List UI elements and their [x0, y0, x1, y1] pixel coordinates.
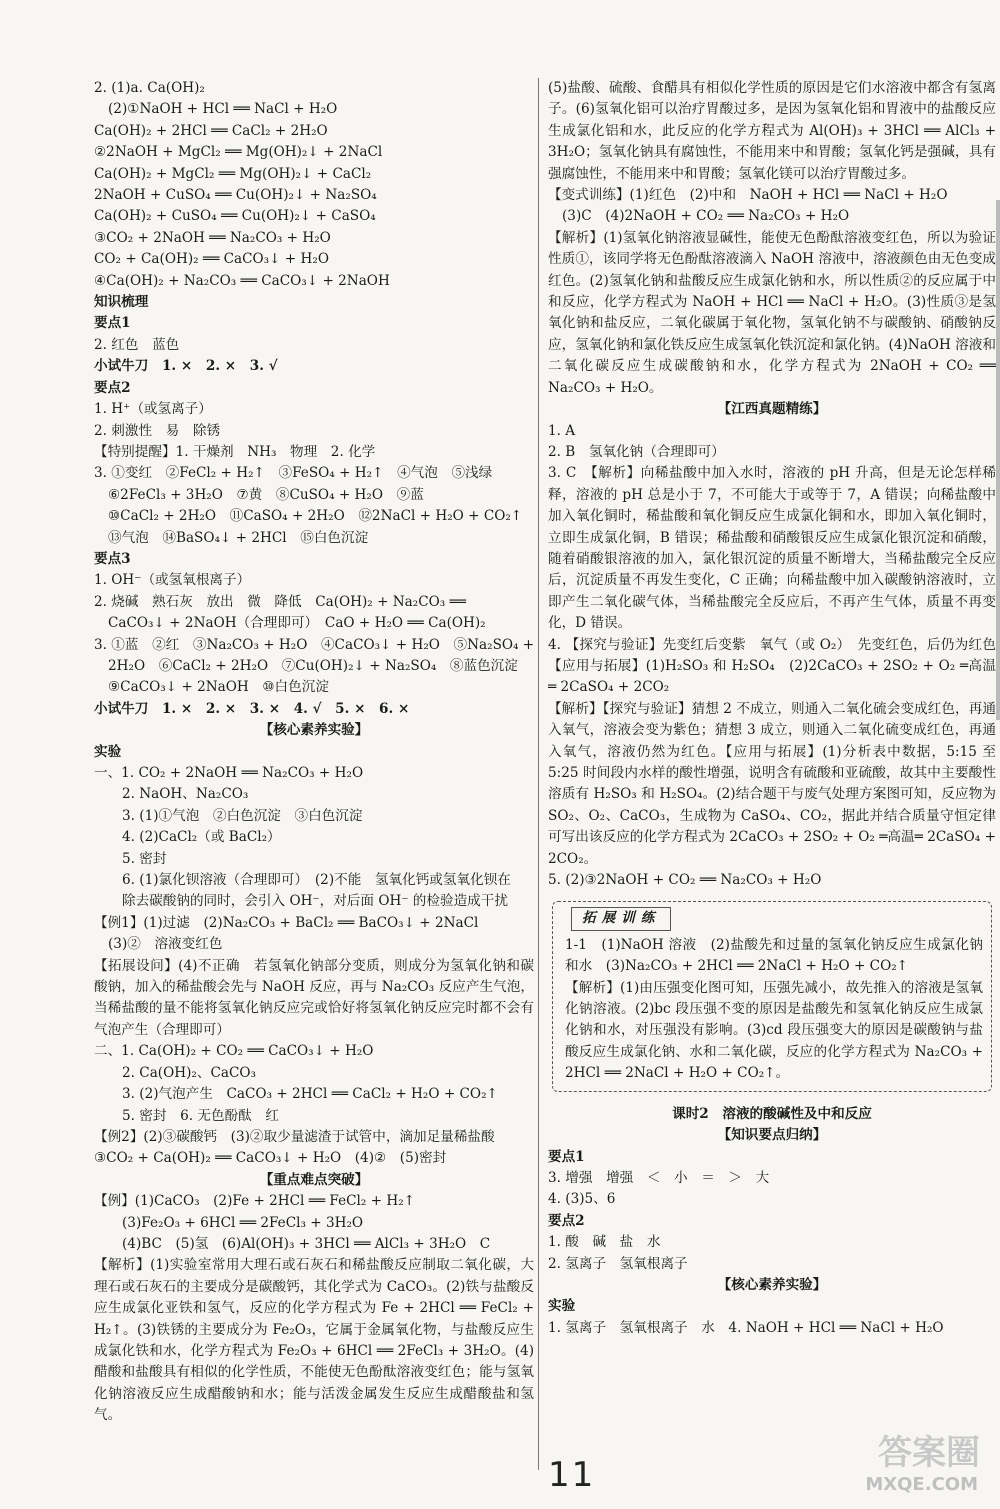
- text-line: 要点2: [94, 379, 131, 396]
- text-line: 4. (2)CaCl₂（或 BaCl₂）: [122, 829, 281, 846]
- text-line: 1. 氢离子 氢氧根离子 水 4. NaOH + HCl ══ NaCl + H₂O: [548, 1319, 944, 1336]
- text-line: 2. 烧碱 熟石灰 放出 微 降低 Ca(OH)₂ + Na₂CO₃ ══: [94, 593, 466, 610]
- text-line: ⑩CaCl₂ + 2H₂O ⑪CaSO₄ + 2H₂O ⑫2NaCl + H₂O + CO₂↑: [108, 508, 523, 525]
- text-line: 2. Ca(OH)₂、CaCO₃: [122, 1064, 256, 1081]
- text-line: 5. 密封: [122, 850, 167, 867]
- left-column: [94, 78, 534, 1427]
- text-line: 1. 酸 碱 盐 水: [548, 1234, 661, 1251]
- text-line: 要点1: [94, 315, 131, 332]
- text-line: 一、1. CO₂ + 2NaOH ══ Na₂CO₃ + H₂O: [94, 765, 364, 781]
- page-number: 11: [548, 1455, 596, 1495]
- text-line: 除去碳酸钠的同时，会引入 OH⁻，对后面 OH⁻ 的检验造成干扰: [122, 893, 508, 910]
- text-line: (4)BC (5)氢 (6)Al(OH)₃ + 3HCl ══ AlCl₃ + 3H₂O C: [122, 1235, 491, 1252]
- text-line: 4. (3)5、6: [548, 1191, 616, 1208]
- right-column-bottom: [548, 1104, 996, 1339]
- text-line: 1. A: [548, 422, 576, 439]
- text-line: 小试牛刀 1. × 2. × 3. √: [94, 358, 278, 375]
- text-line: ⑨CaCO₃↓ + 2NaOH ⑩白色沉淀: [108, 679, 329, 696]
- text-line: 2. B 氢氧化钠（合理即可）: [548, 443, 725, 460]
- text-line: 要点3: [94, 550, 131, 567]
- text-line: 2. 氢离子 氢氧根离子: [548, 1255, 688, 1272]
- text-line: 2. NaOH、Na₂CO₃: [122, 786, 249, 803]
- text-line: 【变式训练】(1)红色 (2)中和 NaOH + HCl ══ NaCl + H₂O: [548, 187, 948, 204]
- text-line: 6. (1)氯化钡溶液（合理即可） (2)不能 氢氧化钙或氢氧化钡在: [122, 872, 511, 889]
- text-line: 5. (2)③2NaOH + CO₂ ══ Na₂CO₃ + H₂O: [548, 872, 822, 889]
- text-line: 5. 密封 6. 无色酚酞 红: [122, 1107, 279, 1124]
- text-line: 【核心素养实验】: [259, 722, 369, 739]
- text-line: 【重点难点突破】: [259, 1171, 369, 1188]
- text-line: 【解析】【探究与验证】猜想 2 不成立，则通入二氧化硫会变成红色，再通入氧气，溶液会变为紫色；猜想 3 成立，则通入二氧化硫变成红色，再通入氧气，溶液仍然为红色。【应用与拓展】(1)分析表中数据，5:15 至 5:25 时间段内水样的酸性增强，说明含有硫酸和亚硫酸，故其中主要酸性溶质有 H₂SO₃ 和 H₂SO₄。(2)结合题干与废气处理方案图可知，反应物为 SO₂、O₂、CaCO₃，生成物为 CaSO₄、CO₂，据此并结合质量守恒定律可写出该反应的化学方程式为 2CaCO₃ + 2SO₂ + O₂ ═高温═ 2CaSO₄ + 2CO₂。: [548, 700, 996, 867]
- text-line: 【解析】(1)氢氧化钠溶液显碱性，能使无色酚酞溶液变红色，所以为验证性质①，该同学将无色酚酞溶液滴入 NaOH 溶液中，溶液颜色由无色变成红色。(2)氢氧化钠和盐酸反应生成氯化钠和水，所以性质②的反应属于中和反应，化学方程式为 NaOH + HCl ══ NaCl + H₂O。(3)性质③是氢氧化钠和盐反应，二氧化碳属于氧化物，氢氧化钠不与碳酸钠、硝酸钠反应，氢氧化钠和氯化铁反应生成氢氧化铁沉淀和氯化钠。(4)NaOH 溶液和二氧化碳反应生成碳酸钠和水，化学方程式为 2NaOH + CO₂ ══ Na₂CO₃ + H₂O。: [548, 229, 996, 396]
- text-line: 知识梳理: [94, 294, 149, 311]
- text-line: 1-1 (1)NaOH 溶液 (2)盐酸先和过量的氢氧化钠反应生成氯化钠和水 (3)Na₂CO₃ + 2HCl ══ 2NaCl + H₂O + CO₂↑: [565, 936, 983, 975]
- text-line: 【例】(1)CaCO₃ (2)Fe + 2HCl ══ FeCl₂ + H₂↑: [94, 1193, 416, 1210]
- text-line: 3. (1)①气泡 ②白色沉淀 ③白色沉淀: [122, 807, 363, 824]
- text-line: CO₂ + Ca(OH)₂ ══ CaCO₃↓ + H₂O: [94, 251, 329, 268]
- text-line: ③CO₂ + 2NaOH ══ Na₂CO₃ + H₂O: [94, 229, 331, 246]
- text-line: Ca(OH)₂ + 2HCl ══ CaCl₂ + 2H₂O: [94, 122, 328, 139]
- text-line: (5)盐酸、硫酸、食醋具有相似化学性质的原因是它们水溶液中都含有氢离子。(6)氢氧化铝可以治疗胃酸过多，是因为氢氧化铝和胃液中的盐酸反应生成氯化铝和水，此反应的化学方程式为 Al(OH)₃ + 3HCl ══ AlCl₃ + 3H₂O；氢氧化钠具有腐蚀性，不能用来中和胃酸；氢氧化钙是强碱，具有强腐蚀性，不能用来中和胃酸；氢氧化镁可以治疗胃酸过多。: [548, 80, 996, 182]
- text-line: 【解析】(1)实验室常用大理石或石灰石和稀盐酸反应制取二氧化碳，大理石或石灰石的主要成分是碳酸钙，其化学式为 CaCO₃。(2)铁与盐酸反应生成氯化亚铁和氢气，反应的化学方程式为 Fe + 2HCl ══ FeCl₂ + H₂↑。(3)铁锈的主要成分为 Fe₂O₃，它属于金属氧化物，与盐酸反应生成氯化铁和水，化学方程式为 Fe₂O₃ + 6HCl ══ 2FeCl₃ + 3H₂O。(4)醋酸和盐酸具有相似的化学性质，不能使无色酚酞溶液变红色；能与氢氧化钠溶液反应生成醋酸钠和水；能与活泼金属发生反应生成醋酸盐和氢气。: [94, 1257, 534, 1424]
- text-line: ④Ca(OH)₂ + Na₂CO₃ ══ CaCO₃↓ + 2NaOH: [94, 272, 390, 289]
- text-line: 2. 红色 蓝色: [94, 336, 180, 353]
- text-line: 【拓展设问】(4)不正确 若氢氧化钠部分变质，则成分为氢氧化钠和碳酸钠，加入的稀盐酸会先与 NaOH 反应，再与 Na₂CO₃ 反应产生气泡，当稀盐酸的量不能将氢氧化钠反应完或恰好将氢氧化钠反应完时都不会有气泡产生（合理即可）: [94, 957, 534, 1038]
- extension-training-box: [552, 901, 992, 1091]
- text-line: 4. 【探究与验证】先变红后变紫 氧气（或 O₂） 先变红色，后仍为红色 【应用与拓展】(1)H₂SO₃ 和 H₂SO₄ (2)2CaCO₃ + 2SO₂ + O₂ ═高温═ 2CaSO₄ + 2CO₂: [548, 636, 996, 696]
- text-line: 【知识要点归纳】: [717, 1127, 827, 1144]
- text-line: ⑥2FeCl₃ + 3H₂O ⑦黄 ⑧CuSO₄ + H₂O ⑨蓝: [108, 486, 424, 503]
- text-line: 实验: [548, 1298, 576, 1315]
- extension-training-content: [565, 935, 983, 1085]
- page-edge-shadow: [996, 200, 1000, 720]
- text-line: 3. ①变红 ②FeCl₂ + H₂↑ ③FeSO₄ + H₂↑ ④气泡 ⑤浅绿: [94, 465, 493, 482]
- text-line: (3)② 溶液变红色: [108, 936, 223, 953]
- text-line: 【解析】(1)由压强变化图可知，压强先减小，故先推入的溶液是氢氧化钠溶液。(2)bc 段压强不变的原因是盐酸先和氢氧化钠反应生成氯化钠和水，对压强没有影响。(3)cd 段压强变大的原因是碳酸钠与盐酸反应生成氯化钠、水和二氧化碳，反应的化学方程式为 Na₂CO₃ + 2HCl ══ 2NaCl + H₂O + CO₂↑。: [565, 979, 983, 1082]
- text-line: Ca(OH)₂ + CuSO₄ ══ Cu(OH)₂↓ + CaSO₄: [94, 208, 376, 225]
- watermark-logo: [862, 1425, 982, 1495]
- text-line: 【核心素养实验】: [717, 1276, 827, 1293]
- text-line: 2H₂O ⑥CaCl₂ + 2H₂O ⑦Cu(OH)₂↓ + Na₂SO₄ ⑧蓝色沉淀: [108, 657, 518, 674]
- text-line: 要点1: [548, 1148, 585, 1165]
- text-line: 2NaOH + CuSO₄ ══ Cu(OH)₂↓ + Na₂SO₄: [94, 187, 377, 204]
- text-line: 3. C 【解析】向稀盐酸中加入水时，溶液的 pH 升高，但是无论怎样稀释，溶液的 pH 总是小于 7，不可能大于或等于 7，A 错误；向稀盐酸中加入氧化铜时，稀盐酸和氧化铜反应生成氯化铜和水，即加入氧化铜时，立即生成氯化铜，B 错误；稀盐酸和硝酸银反应生成氯化银沉淀和硝酸，随着硝酸银溶液的加入，氯化银沉淀的质量不断增大，当稀盐酸完全反应后，沉淀质量不再发生变化，C 正确；向稀盐酸中加入碳酸钠溶液时，立即产生二氧化碳气体，当稀盐酸完全反应后，不再产生气体，质量不再变化，D 错误。: [548, 465, 996, 632]
- text-line: 要点2: [548, 1212, 585, 1229]
- text-line: 【江西真题精练】: [717, 401, 827, 418]
- text-line: (2)①NaOH + HCl ══ NaCl + H₂O: [108, 101, 338, 118]
- right-column-top: [548, 78, 996, 891]
- watermark-text-url: MXQE.COM: [865, 1474, 978, 1495]
- text-line: ③CO₂ + Ca(OH)₂ ══ CaCO₃↓ + H₂O (4)② (5)密封: [94, 1150, 447, 1167]
- right-column: [548, 78, 996, 1339]
- text-line: CaCO₃↓ + 2NaOH（合理即可） CaO + H₂O ══ Ca(OH)₂: [108, 615, 486, 632]
- text-line: 3. (2)气泡产生 CaCO₃ + 2HCl ══ CaCl₂ + H₂O + CO₂↑: [122, 1086, 498, 1103]
- text-line: 【例1】(1)过滤 (2)Na₂CO₃ + BaCl₂ ══ BaCO₃↓ + 2NaCl: [94, 914, 479, 931]
- text-line: 3. ①蓝 ②红 ③Na₂CO₃ + H₂O ④CaCO₃↓ + H₂O ⑤Na₂SO₄ +: [94, 636, 534, 653]
- text-line: 【特别提醒】1. 干燥剂 NH₃ 物理 2. 化学: [94, 443, 376, 460]
- text-line: (3)Fe₂O₃ + 6HCl ══ 2FeCl₃ + 3H₂O: [122, 1214, 364, 1231]
- text-line: 二、1. Ca(OH)₂ + CO₂ ══ CaCO₃↓ + H₂O: [94, 1043, 374, 1060]
- text-line: 3. 增强 增强 ＜ 小 ＝ ＞ 大: [548, 1169, 770, 1186]
- text-line: (3)C (4)2NaOH + CO₂ ══ Na₂CO₃ + H₂O: [562, 208, 850, 225]
- text-line: 2. 刺激性 易 除锈: [94, 422, 221, 439]
- text-line: 小试牛刀 1. × 2. × 3. × 4. √ 5. × 6. ×: [94, 700, 410, 717]
- extension-training-title: 拓展训练: [571, 907, 671, 930]
- text-line: ②2NaOH + MgCl₂ ══ Mg(OH)₂↓ + 2NaCl: [94, 144, 383, 161]
- column-divider: [538, 78, 539, 1470]
- text-line: Ca(OH)₂ + MgCl₂ ══ Mg(OH)₂↓ + CaCl₂: [94, 165, 372, 182]
- text-line: 课时2 溶液的酸碱性及中和反应: [672, 1105, 872, 1122]
- text-line: 1. H⁺（或氢离子）: [94, 401, 212, 418]
- text-line: 【例2】(2)③碳酸钙 (3)②取少量滤渣于试管中，滴加足量稀盐酸: [94, 1128, 495, 1145]
- watermark-text-cn: 答案圈: [878, 1433, 980, 1473]
- text-line: 实验: [94, 743, 122, 760]
- text-line: ⑬气泡 ⑭BaSO₄↓ + 2HCl ⑮白色沉淀: [108, 529, 369, 546]
- text-line: 2. (1)a. Ca(OH)₂: [94, 80, 205, 96]
- text-line: 1. OH⁻（或氢氧根离子）: [94, 572, 251, 589]
